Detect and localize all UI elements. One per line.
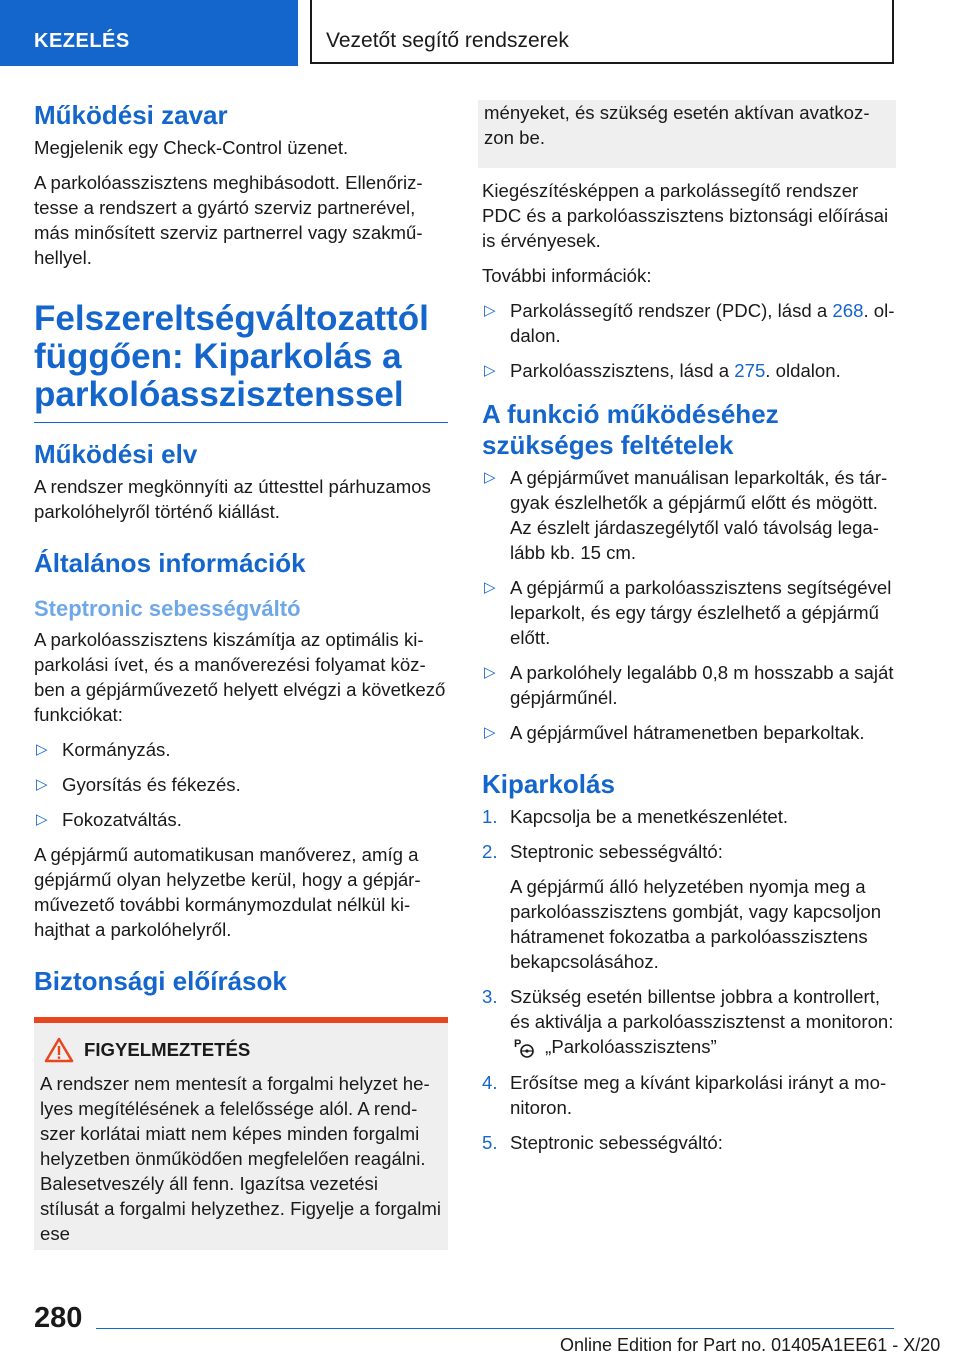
triangle-right-icon: ▷ [484,302,496,319]
warning-triangle-icon [44,1037,74,1063]
main-heading: Felszereltségváltozattól függően: Kiparkolás a parkolóasszisztenssel [34,300,448,423]
warning-text: A rendszer nem mentesít a forgalmi helyzet helyes megítélésének a felelőssége alól. A rendszer korlátai miatt nem képes minden forgalmi helyzetben önműködően megfelelően reagálni. Balesetveszély áll fenn. Igazítsa vezetési stílusát a forgalmi helyzethez. Figyelje a forgalmi ese [40,1073,441,1244]
footer-divider [96,1328,894,1329]
parking-assistant-icon [510,1036,540,1060]
exit-heading: Kiparkolás [482,769,615,799]
page-link[interactable]: 275 [734,360,766,381]
more-info-label: További információk: [482,265,652,286]
chapter-label: Vezetőt segítő rendszerek [326,29,569,52]
list-item: ▷ A parkolóhely legalább 0,8 m hosszabb a saját gépjárműnél. [484,662,894,708]
triangle-right-icon: ▷ [484,724,496,741]
principle-text: A rendszer megkönnyíti az úttesttel párhuzamos parkolóhelyről történő kiállást. [34,476,431,522]
list-item: ▷ Parkolóasszisztens, lásd a 275. oldalon. [484,360,841,381]
auto-text: A gépjármű automatikusan manőverez, amíg a gépjármű olyan helyzetbe kerül, hogy a gépjárművezető további kormánymozdulat nélkül kihajthat a parkolóhelyről. [34,844,421,940]
malfunction-text-1: Megjelenik egy Check-Control üzenet. [34,137,349,158]
reference-list [482,298,896,383]
section-tab [0,0,298,66]
list-item: ▷ Kormányzás. [36,739,171,760]
list-item: 3. Szükség esetén billentse jobbra a kontrollert, és aktiválja a parkolóasszisztenst a monitoron: P „Parkolóasszisztens” [482,984,896,1060]
safety-heading: Biztonsági előírások [34,966,287,996]
malfunction-text-2: A parkolóasszisztens meghibásodott. Ellenőriztesse a rendszert a gyártó szerviz partnerével, más minősített szerviz partnerrel vagy szakműhellyel. [34,172,423,268]
section-label: KEZELÉS [34,30,130,52]
svg-text:P: P [514,1038,522,1051]
steptronic-heading: Steptronic sebességváltó [34,596,301,621]
list-item: ▷ Fokozatváltás. [36,809,182,830]
general-heading: Általános információk [34,548,306,578]
step-detail: A gépjármű álló helyzetében nyomja meg a parkolóasszisztens gombját, vagy kapcsoljon hátramenet fokozatba a parkolóasszisztens bekapcsolásához. [510,876,882,972]
chapter-tab [310,0,894,64]
list-item: ▷ A gépjárművel hátramenetben beparkoltak. [484,722,865,743]
requirements-heading: A funkció működéséhez szükséges feltételek [482,399,779,460]
triangle-right-icon: ▷ [484,579,496,596]
page-number: 280 [34,1302,83,1334]
list-item: 4. Erősítse meg a kívánt kiparkolási irányt a monitoron. [482,1072,887,1119]
triangle-right-icon: ▷ [36,811,48,828]
steptronic-text: A parkolóasszisztens kiszámítja az optimális kiparkolási ívet, és a manőverezési folyamat közben a gépjárművezető helyett elvégzi a következő funkciókat: [34,629,446,725]
warning-label: FIGYELMEZTETÉS [84,1039,251,1060]
malfunction-heading: Működési zavar [34,100,228,130]
left-column [34,100,448,1250]
principle-heading: Működési elv [34,439,198,469]
step-label: „Parkolóasszisztens” [545,1036,717,1057]
triangle-right-icon: ▷ [36,741,48,758]
page-link[interactable]: 268 [832,300,864,321]
triangle-right-icon: ▷ [36,776,48,793]
list-item: ▷ Gyorsítás és fékezés. [36,774,241,795]
requirements-list [482,465,896,745]
triangle-right-icon: ▷ [484,664,496,681]
right-column [482,100,896,1165]
function-list [34,737,448,832]
extra-text: Kiegészítésképpen a parkolássegítő rendszer PDC és a parkolóasszisztens biztonsági előírásai is érvényesek. [482,180,889,251]
footer-edition: Online Edition for Part no. 01405A1EE61 - X/20 [560,1335,941,1355]
list-item: ▷ A gépjármű a parkolóasszisztens segítségével leparkolt, és egy tárgy észlelhető a gépjármű előtt. [484,577,892,648]
list-item: 2. Steptronic sebességváltó: A gépjármű álló helyzetében nyomja meg a parkolóasszisztens gombját, vagy kapcsoljon hátramenet fokozatba a parkolóasszisztens bekapcsolásához. [482,839,896,974]
list-item: ▷ Parkolássegítő rendszer (PDC), lásd a 268. oldalon. [484,300,895,346]
list-item: ▷ A gépjárművet manuálisan leparkolták, és tárgyak észlelhetők a gépjármű előtt és mögött. Az észlelt járdaszegélytől való távolság legalább kb. 15 cm. [484,467,888,563]
triangle-right-icon: ▷ [484,469,496,486]
list-item: 1. Kapcsolja be a menetkészenlétet. [482,806,789,827]
warning-box [34,1017,448,1250]
triangle-right-icon: ▷ [484,362,496,379]
warning-continuation: ményeket, és szükség esetén aktívan avatkozzon be. [478,100,896,168]
steps-list [482,804,896,1155]
list-item: 5. Steptronic sebességváltó: [482,1132,723,1154]
